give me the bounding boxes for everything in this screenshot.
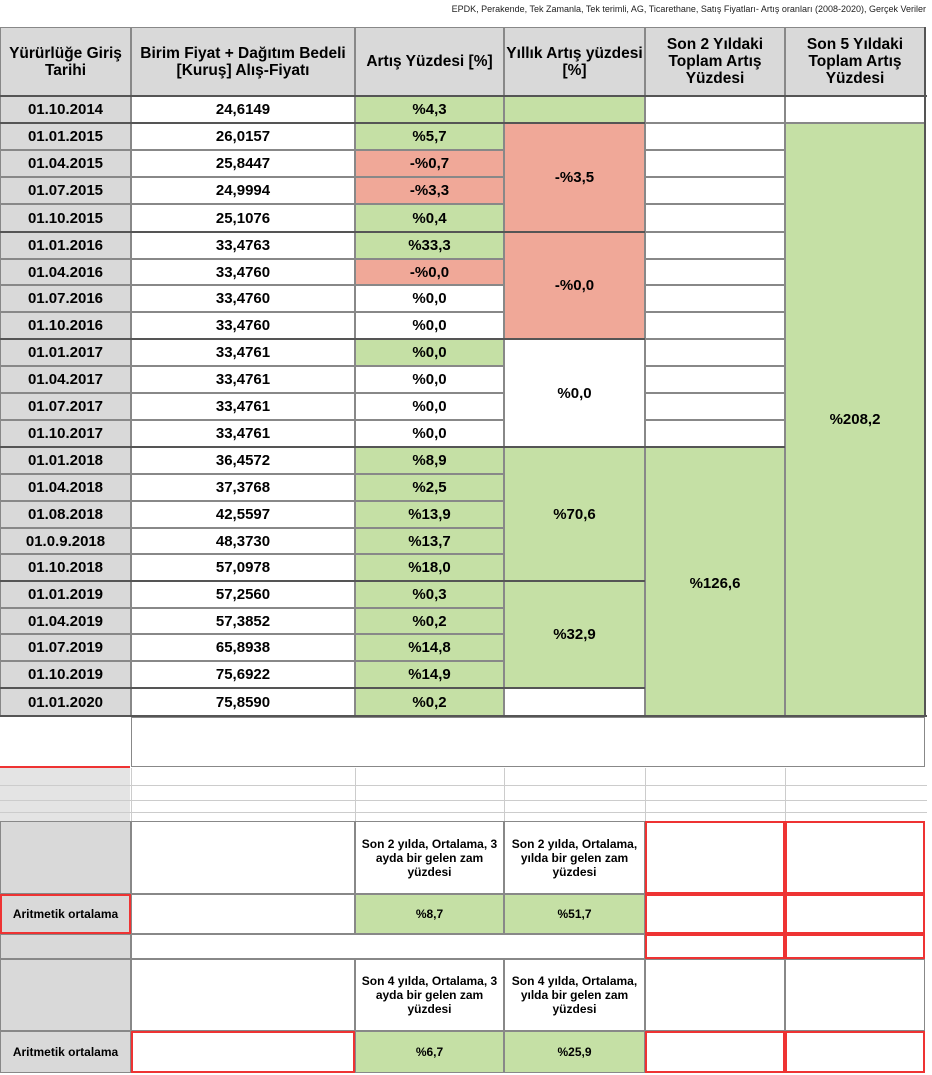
row-price: 57,0978 — [131, 554, 355, 581]
row-date: 01.04.2016 — [0, 259, 131, 285]
row-increase: %13,7 — [355, 528, 504, 554]
grid-line — [785, 768, 786, 821]
gray-rows-left — [0, 768, 130, 821]
year-separator-2017 — [0, 338, 645, 340]
row-date: 01.01.2016 — [0, 232, 131, 259]
grid-line — [0, 800, 927, 801]
yearly-2016: -%0,0 — [504, 232, 645, 339]
row-increase: %0,0 — [355, 393, 504, 420]
row-price: 24,9994 — [131, 177, 355, 204]
avg1-empty-b — [785, 894, 925, 934]
total-last2-cell — [645, 447, 785, 716]
row-date: 01.10.2015 — [0, 204, 131, 232]
last2-blank-cell — [645, 420, 785, 447]
summary1-blank — [131, 821, 355, 894]
row-increase: %4,3 — [355, 96, 504, 123]
avg1-empty-a — [645, 894, 785, 934]
blank-area — [131, 717, 925, 767]
spacer-red-a — [645, 934, 785, 959]
row-increase: %0,0 — [355, 420, 504, 447]
row-increase: %33,3 — [355, 232, 504, 259]
row-date: 01.07.2015 — [0, 177, 131, 204]
row-increase: %0,4 — [355, 204, 504, 232]
summary-q2-label: Son 2 yılda, Ortalama, 3 ayda bir gelen zam yüzdesi — [355, 821, 504, 894]
grid-line — [131, 768, 132, 821]
row-increase: %2,5 — [355, 474, 504, 501]
row-date: 01.01.2015 — [0, 123, 131, 150]
row-date: 01.04.2017 — [0, 366, 131, 393]
row-price: 33,4761 — [131, 339, 355, 366]
row-price: 33,4761 — [131, 420, 355, 447]
blank-area-left — [0, 717, 130, 767]
summary1-empty-a — [645, 821, 785, 894]
table-right-border — [924, 27, 926, 717]
yearly-2015: -%3,5 — [504, 123, 645, 232]
last2-blank-cell — [645, 312, 785, 339]
row-price: 75,6922 — [131, 661, 355, 688]
spacer-red-b — [785, 934, 925, 959]
header-last2: Son 2 Yıldaki Toplam Artış Yüzdesi — [645, 27, 785, 96]
row-increase: %0,0 — [355, 285, 504, 312]
header-date: Yürürlüğe Giriş Tarihi — [0, 27, 131, 96]
total-last2-value: %126,6 — [689, 575, 741, 592]
row-date: 01.07.2019 — [0, 634, 131, 661]
row-date: 01.08.2018 — [0, 501, 131, 528]
row-price: 57,2560 — [131, 581, 355, 608]
spacer-left — [0, 934, 131, 959]
last2-blank-cell — [645, 123, 785, 150]
row-increase: %0,0 — [355, 312, 504, 339]
row-price: 33,4763 — [131, 232, 355, 259]
row-price: 48,3730 — [131, 528, 355, 554]
row-price: 33,4761 — [131, 366, 355, 393]
last2-blank-cell — [645, 259, 785, 285]
yearly-2019: %32,9 — [504, 581, 645, 688]
row-price: 25,8447 — [131, 150, 355, 177]
grid-line — [645, 768, 646, 821]
summary1-empty-b — [785, 821, 925, 894]
last2-blank-cell — [645, 150, 785, 177]
year-separator-2020 — [0, 687, 645, 689]
row-increase: -%3,3 — [355, 177, 504, 204]
avg-label-1: Aritmetik ortalama — [0, 894, 131, 934]
row-increase: %8,9 — [355, 447, 504, 474]
last5-blank-cell — [785, 96, 925, 123]
row-increase: %13,9 — [355, 501, 504, 528]
row-price: 65,8938 — [131, 634, 355, 661]
grid-line — [355, 768, 356, 821]
last2-blank-cell — [645, 204, 785, 232]
year-separator-2019 — [0, 580, 645, 582]
row-date: 01.04.2018 — [0, 474, 131, 501]
avg2-blank — [131, 1031, 355, 1073]
row-date: 01.01.2017 — [0, 339, 131, 366]
avg2-empty-b — [785, 1031, 925, 1073]
row-increase: %0,0 — [355, 366, 504, 393]
row-increase: -%0,7 — [355, 150, 504, 177]
avg1-blank — [131, 894, 355, 934]
summary1-label-left — [0, 821, 131, 894]
row-price: 24,6149 — [131, 96, 355, 123]
row-price: 37,3768 — [131, 474, 355, 501]
summary-q2-value: %8,7 — [355, 894, 504, 934]
summary-y4-value: %25,9 — [504, 1031, 645, 1073]
avg2-empty-a — [645, 1031, 785, 1073]
row-date: 01.10.2018 — [0, 554, 131, 581]
last2-blank-cell — [645, 177, 785, 204]
last2-blank-cell — [645, 393, 785, 420]
row-increase: %14,8 — [355, 634, 504, 661]
summary2-label-left — [0, 959, 131, 1031]
row-price: 33,4760 — [131, 312, 355, 339]
row-date: 01.01.2019 — [0, 581, 131, 608]
header-last5: Son 5 Yıldaki Toplam Artış Yüzdesi — [785, 27, 925, 96]
summary2-empty-b — [785, 959, 925, 1031]
yearly-2014 — [504, 96, 645, 123]
summary-y2-label: Son 2 yılda, Ortalama, yılda bir gelen zam yüzdesi — [504, 821, 645, 894]
last2-blank-cell — [645, 366, 785, 393]
row-price: 25,1076 — [131, 204, 355, 232]
grid-line — [0, 812, 927, 813]
last2-blank-cell — [645, 232, 785, 259]
row-date: 01.04.2019 — [0, 608, 131, 634]
spacer-mid — [131, 934, 645, 959]
year-separator-2016 — [0, 231, 645, 233]
row-date: 01.01.2018 — [0, 447, 131, 474]
row-price: 57,3852 — [131, 608, 355, 634]
row-date: 01.04.2015 — [0, 150, 131, 177]
row-price: 26,0157 — [131, 123, 355, 150]
year-separator-2015 — [0, 122, 645, 124]
row-date: 01.10.2014 — [0, 96, 131, 123]
row-increase: %18,0 — [355, 554, 504, 581]
row-increase: %0,3 — [355, 581, 504, 608]
header-separator — [0, 95, 927, 97]
row-increase: -%0,0 — [355, 259, 504, 285]
row-date: 01.0.9.2018 — [0, 528, 131, 554]
row-increase: %0,2 — [355, 688, 504, 716]
row-date: 01.10.2017 — [0, 420, 131, 447]
header-yearly: Yıllık Artış yüzdesi [%] — [504, 27, 645, 96]
avg-label-2: Aritmetik ortalama — [0, 1031, 131, 1073]
row-date: 01.01.2020 — [0, 688, 131, 716]
yearly-2020 — [504, 688, 645, 716]
grid-line — [0, 785, 927, 786]
summary2-blank — [131, 959, 355, 1031]
row-increase: %14,9 — [355, 661, 504, 688]
row-date: 01.10.2019 — [0, 661, 131, 688]
last2-blank-cell — [645, 339, 785, 366]
grid-line — [504, 768, 505, 821]
summary-y2-value: %51,7 — [504, 894, 645, 934]
last2-blank-cell — [645, 96, 785, 123]
yearly-2018: %70,6 — [504, 447, 645, 581]
table-caption: EPDK, Perakende, Tek Zamanla, Tek terimli, AG, Ticarethane, Satış Fiyatları- Artış oranları (2008-2020), Gerçek Veriler — [451, 4, 926, 14]
row-price: 75,8590 — [131, 688, 355, 716]
last2-blank-cell — [645, 285, 785, 312]
row-date: 01.07.2016 — [0, 285, 131, 312]
row-price: 36,4572 — [131, 447, 355, 474]
summary-q4-value: %6,7 — [355, 1031, 504, 1073]
row-increase: %0,0 — [355, 339, 504, 366]
total-last5-cell: %208,2 — [785, 123, 925, 716]
row-price: 33,4761 — [131, 393, 355, 420]
header-price: Birim Fiyat + Dağıtım Bedeli [Kuruş] Alış-Fiyatı — [131, 27, 355, 96]
year-separator-2018 — [0, 446, 785, 448]
row-price: 42,5597 — [131, 501, 355, 528]
row-date: 01.07.2017 — [0, 393, 131, 420]
summary-q4-label: Son 4 yılda, Ortalama, 3 ayda bir gelen zam yüzdesi — [355, 959, 504, 1031]
summary-y4-label: Son 4 yılda, Ortalama, yılda bir gelen zam yüzdesi — [504, 959, 645, 1031]
header-increase: Artış Yüzdesi [%] — [355, 27, 504, 96]
row-price: 33,4760 — [131, 259, 355, 285]
row-price: 33,4760 — [131, 285, 355, 312]
row-increase: %5,7 — [355, 123, 504, 150]
yearly-2017: %0,0 — [504, 339, 645, 447]
row-date: 01.10.2016 — [0, 312, 131, 339]
summary2-empty-a — [645, 959, 785, 1031]
row-increase: %0,2 — [355, 608, 504, 634]
